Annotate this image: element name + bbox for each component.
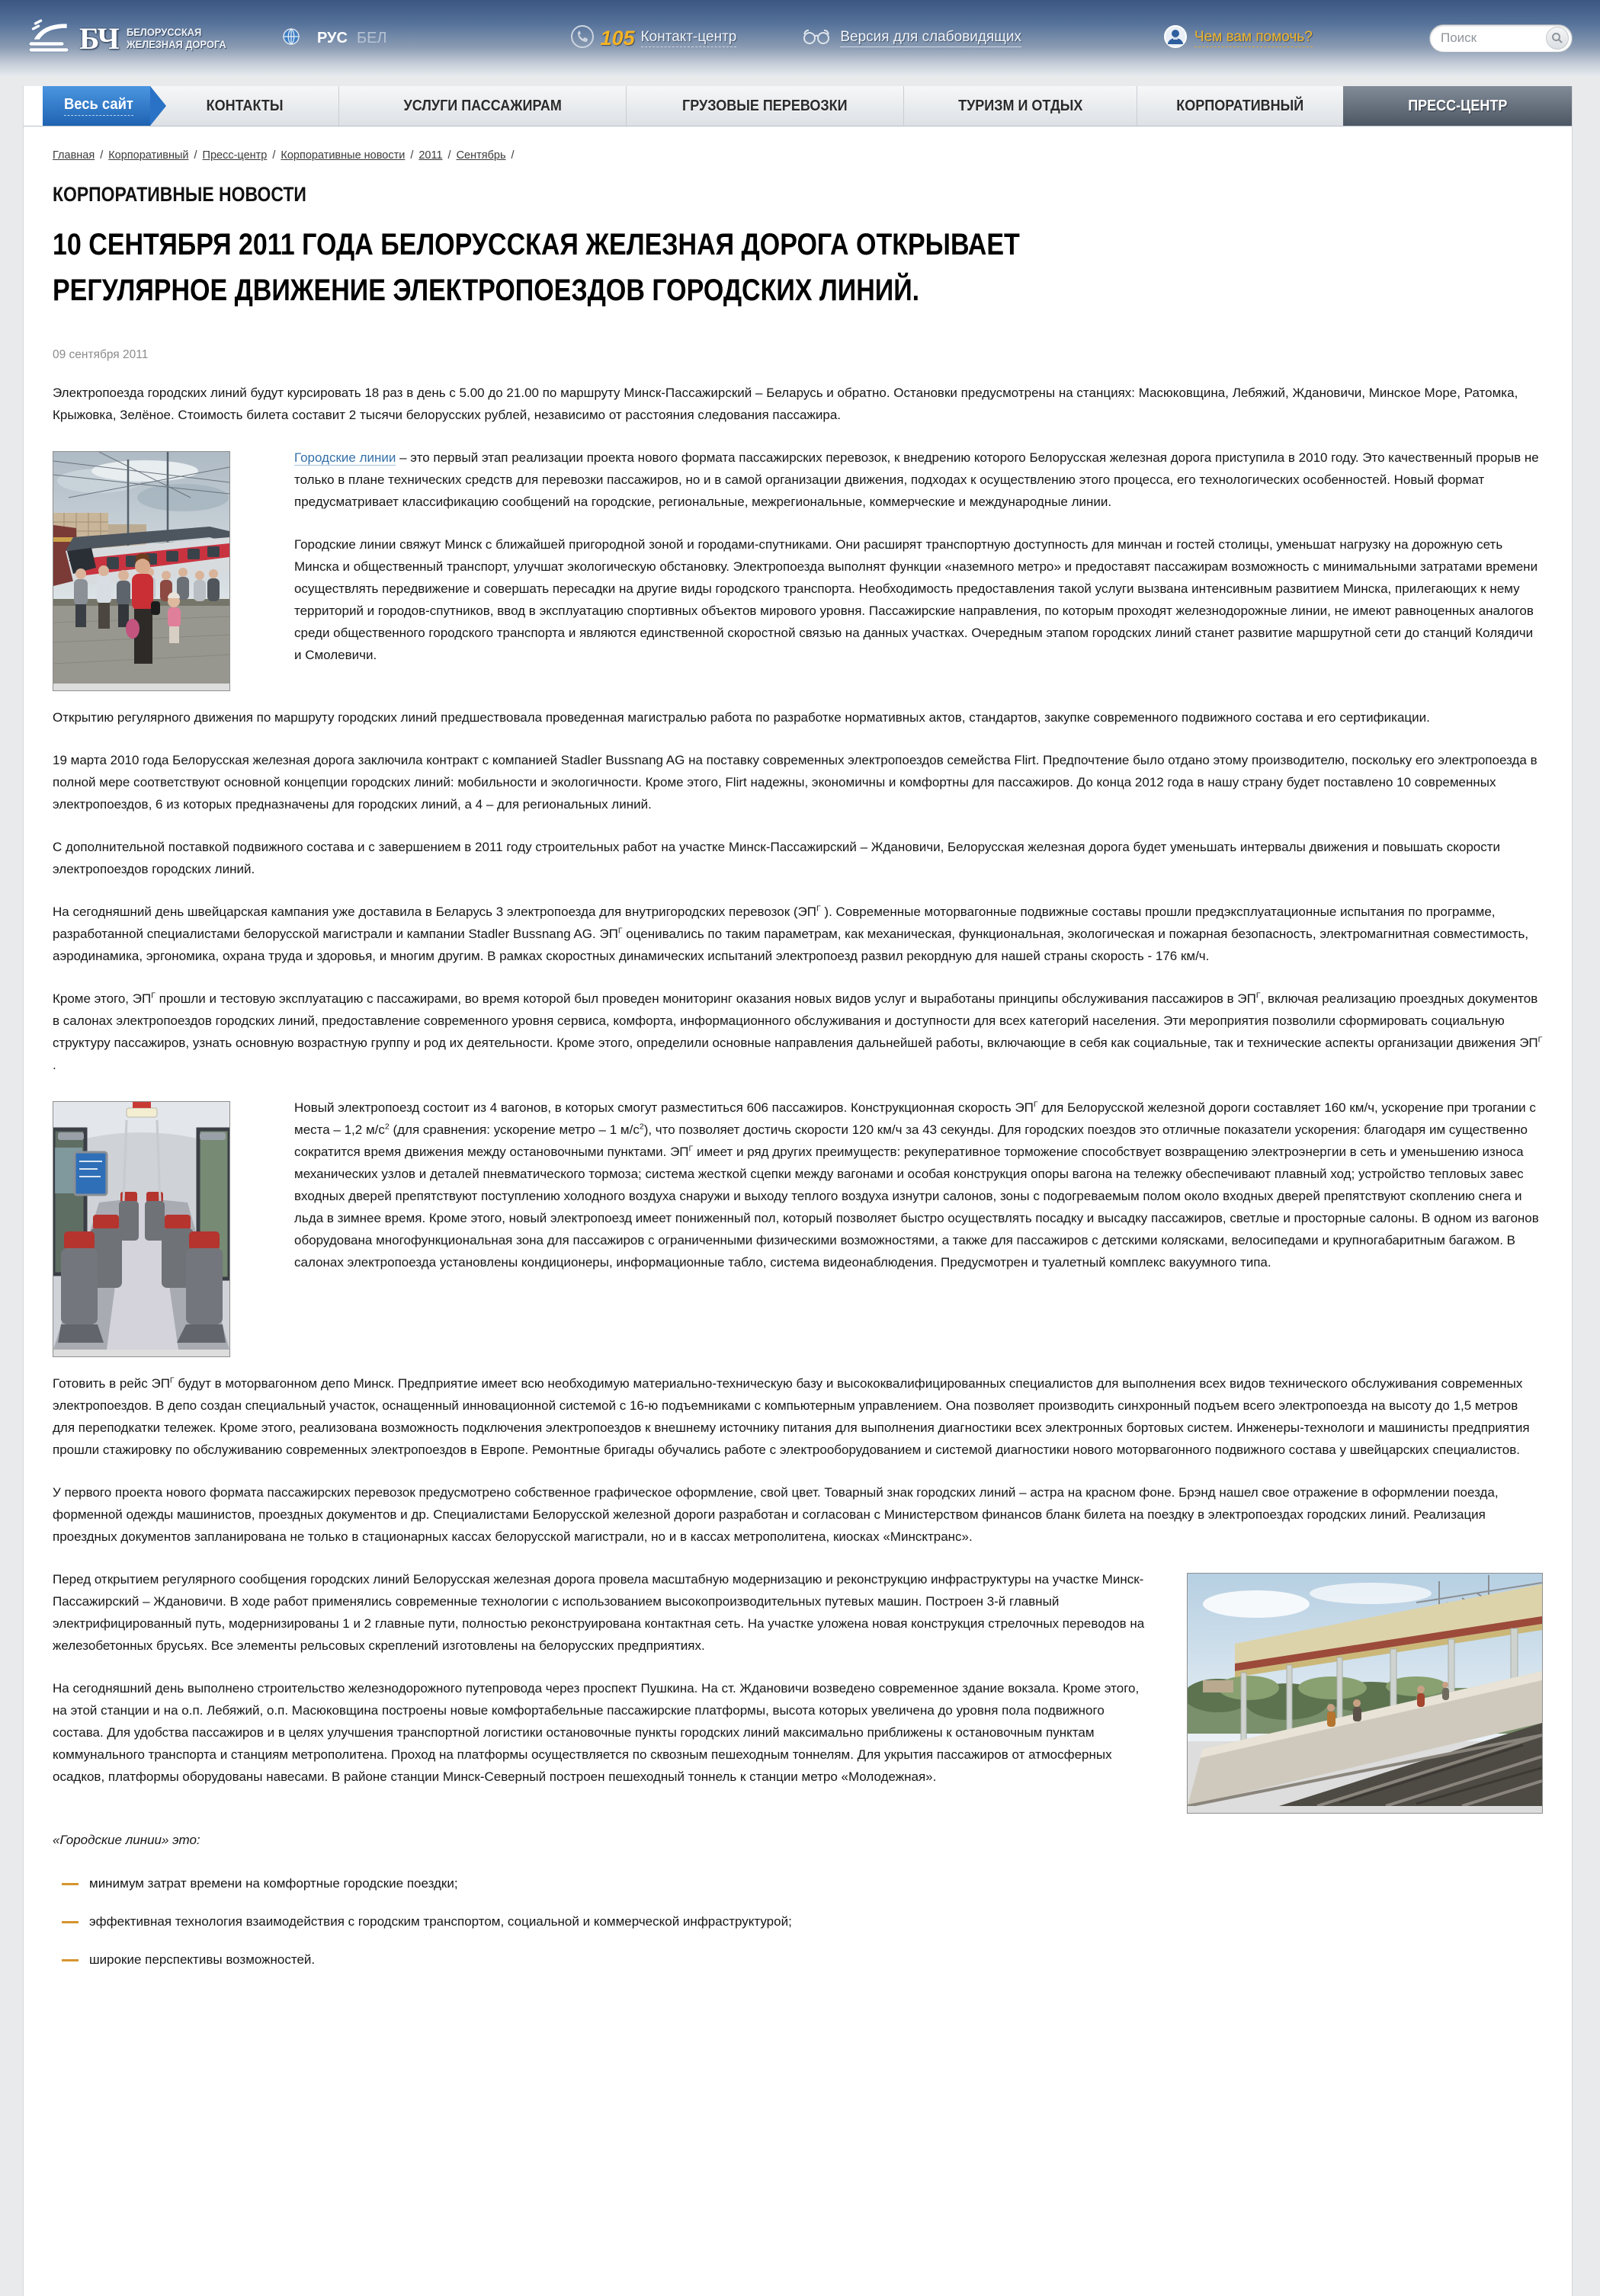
language-switcher [282, 27, 387, 50]
article-paragraph: Открытию регулярного движения по маршруту городских линий предшествовала проведенная магистралью работа по разработке нормативных актов, стандартов, закупке современного подвижного состава и его сертификации. [53, 710, 1430, 725]
article-paragraph: С дополнительной поставкой подвижного состава и с завершением в 2011 году строительных работ на участке Минск-Пассажирский – Ждановичи, Белорусская железная дорога будет уменьшать интервалы движения и повышать скорости электропоездов городских линий. [53, 840, 1501, 876]
breadcrumb: Главная / Корпоративный / Пресс-центр / Корпоративные новости / 2011 / Сентябрь / [53, 149, 515, 162]
railway-emblem-icon [27, 19, 72, 58]
top-header [0, 0, 1600, 76]
logo-text: БЕЛОРУССКАЯ ЖЕЛЕЗНАЯ ДОРОГА [126, 26, 226, 50]
article-body [53, 382, 1543, 1970]
phone-icon [570, 24, 595, 53]
breadcrumb-corporate[interactable]: Корпоративный [108, 149, 189, 162]
accessibility-link[interactable]: Версия для слабовидящих [840, 29, 1021, 47]
article-photo-interior [53, 1101, 230, 1357]
tab-passenger-services[interactable]: УСЛУГИ ПАССАЖИРАМ [338, 86, 625, 126]
article-date: 09 сентября 2011 [53, 348, 149, 361]
article-paragraph: На сегодняшний день швейцарская кампания уже доставила в Беларусь 3 электропоезда для внутригородских перевозок ($ЭП^Г$ ). Современные моторвагонные подвижные составы прошли предэксплуатационные испытания по программе, разработанной специалистами белорусской магистрали и кампании Stadler Bussnang AG. $ЭП^Г$ оценивались по таким параметрам, как механическая, функциональная, экологическая и пожарная безопасность, электромагнитная совместимость, аэродинамика, эргономика, охрана труда и здоровья, и многим другим. В рамках скоростных динамических испытаний электропоезд развил рекордную для нашей страны скорость - 176 км/ч. [53, 904, 1529, 963]
contact-phone-number: 105 [600, 26, 635, 50]
breadcrumb-home[interactable]: Главная [53, 149, 95, 162]
tab-tourism[interactable]: ТУРИЗМ И ОТДЫХ [903, 86, 1137, 126]
breadcrumb-2011[interactable]: 2011 [418, 149, 443, 162]
tab-press-center-active[interactable]: ПРЕСС-ЦЕНТР [1343, 86, 1572, 126]
features-list [53, 1874, 1543, 1970]
list-item: широкие перспективы возможностей. [53, 1950, 1543, 1970]
globe-icon [282, 27, 300, 50]
operator-avatar-icon [1163, 24, 1188, 53]
help-link[interactable]: Чем вам помочь? [1194, 29, 1313, 47]
search-box [1429, 24, 1573, 53]
tab-contacts[interactable]: КОНТАКТЫ [150, 86, 338, 126]
article-paragraph: Кроме этого, $ЭП^Г$ прошли и тестовую эксплуатацию с пассажирами, во время которой был проведен мониторинг оказания новых видов услуг и выработаны принципы обслуживания пассажиров в $ЭП^Г$, включая реализацию проездных документов в салонах электропоездов городских линий, предоставление современного уровня сервиса, комфорта, информационного обслуживания и доступности для всех категорий населения. Эти мероприятия позволили сформировать социальную структуру пассажиров, узнать основную возрастную группу и род их деятельности. Кроме этого, определили основные направления дальнейшей работы, включающие в себя как социальные, так и технические аспекты организации движения $ЭП^Г$ . [53, 991, 1543, 1072]
bullet-dash-icon [62, 1883, 79, 1885]
logo-abbr: БЧ [79, 21, 119, 56]
page-title: 10 СЕНТЯБРЯ 2011 ГОДА БЕЛОРУССКАЯ ЖЕЛЕЗНАЯ ДОРОГА ОТКРЫВАЕТ РЕГУЛЯРНОЕ ДВИЖЕНИЕ ЭЛЕКТРОПОЕЗДОВ ГОРОДСКИХ ЛИНИЙ. [53, 228, 1020, 307]
list-item: эффективная технология взаимодействия с городским транспортом, социальной и коммерческой инфраструктурой; [53, 1912, 1543, 1932]
breadcrumb-september[interactable]: Сентябрь [456, 149, 506, 162]
article-paragraph: Городские линии – это первый этап реализации проекта нового формата пассажирских перевозок, к внедрению которого Белорусская железная дорога приступила в 2010 году. Это качественный прорыв не только в плане технических средств для перевозки пассажиров, но и в самой организации движения, подходах к осуществлению этого процесса, его технологических особенностей. Новый формат предусматривает классификацию сообщений на городские, региональные, межрегиональные, коммерческие и международные линии. [294, 450, 1539, 509]
tab-freight[interactable]: ГРУЗОВЫЕ ПЕРЕВОЗКИ [626, 86, 904, 126]
lang-bel[interactable]: БЕЛ [356, 29, 387, 46]
section-heading: КОРПОРАТИВНЫЕ НОВОСТИ [53, 183, 306, 206]
contact-center-link[interactable]: Контакт-центр [641, 29, 737, 47]
bullet-dash-icon [62, 1921, 79, 1923]
list-item: минимум затрат времени на комфортные городские поездки; [53, 1874, 1543, 1894]
lang-rus[interactable]: РУС [316, 29, 348, 46]
site-logo[interactable] [27, 19, 235, 58]
article-photo-platform [1187, 1573, 1543, 1814]
article-lead: Электропоезда городских линий будут курсировать 18 раз в день с 5.00 до 21.00 по маршруту Минск-Пассажирский – Беларусь и обратно. Остановки предусмотрены на станциях: Масюковщина, Лебяжий, Ждановичи, Минское Море, Ратомка, Крыжовка, Зелёное. Стоимость билета составит 2 тысячи белорусских рублей, независимо от расстояния следования пассажира. [53, 386, 1518, 422]
article-paragraph: Городские линии свяжут Минск с ближайшей пригородной зоной и городами-спутниками. Они расширят транспортную доступность для минчан и гостей столицы, уменьшат нагрузку на дорожную сеть Минска и общественный транспорт, улучшат экологическую обстановку. Электропоезда выполнят функции «наземного метро» и предоставят пассажирам возможность с минимальными затратами времени осуществлять передвижение и совершать пересадки на другие виды городского транспорта. Необходимость предоставления такой услуги вызвана интенсивным развитием Минска, прилегающих к нему территорий и городов-спутников, ввод в эксплуатацию спортивных объектов мирового уровня. Пассажирские направления, по которым проходят железнодорожные линии, не имеют равноценных аналогов среди общественного городского транспорта и являются единственной скоростной связью на данных участках. Очередным этапом городских линий станет развитие маршрутной сети до станций Колядичи и Смолевичи. [294, 537, 1538, 662]
main-navigation [43, 86, 1572, 126]
help-block[interactable] [1163, 24, 1313, 53]
article-paragraph: Новый электропоезд состоит из 4 вагонов, в которых смогут разместиться 606 пассажиров. Конструкционная скорость $ЭП^Г$ для Белорусской железной дороги составляет 160 км/ч, ускорение при трогании с места – 1,2 $м/с^2$ (для сравнения: ускорение метро – 1 $м/с^2$), что позволяет достичь скорости 120 км/ч за 43 секунды. Для городских поездов это отличные показатели ускорения: благодаря им существенно сократится время движения между остановочными пунктами. $ЭП^Г$ имеет и ряд других преимуществ: рекуперативное торможение способствует возвращению электроэнергии в сеть и уменьшению износа механических узлов и деталей пневматического тормоза; система жесткой сцепки между вагонами и особая конструкция опоры вагона на тележку обеспечивают плавный ход; устройство тепловых завес входных дверей препятствуют поступлению холодного воздуха снаружи и выходу теплого воздуха изнутри салонов, зоны с подогреваемым полом около входных дверей препятствуют скоплению снега и льда в зимнее время. Кроме этого, новый электропоезд имеет пониженный пол, который позволяет быстро осуществлять посадку и высадку пассажиров, светлые и просторные салоны. В одном из вагонов оборудована многофункциональная зона для пассажиров с ограниченными физическими возможностями, а также для пассажиров с детскими колясками, велосипедами и крупногабаритным багажом. В салонах электропоезда установлены кондиционеры, информационные табло, система видеонаблюдения. Предусмотрен и туалетный комплекс вакуумного типа. [294, 1100, 1539, 1270]
article-paragraph: Готовить в рейс $ЭП^Г$ будут в моторвагонном депо Минск. Предприятие имеет всю необходимую материально-техническую базу и высококвалифицированных специалистов для выполнения всех видов технического обслуживания современных электропоездов. В депо создан специальный участок, оснащенный инновационной системой с 16-ю подъемниками с компьютерным управлением. Она позволяет производить синхронный подъем всего электропоезда на высоту до 1,5 метров для переподкатки тележек. Кроме этого, реализована возможность подключения электропоездов к внешнему источнику питания для выполнения диагностики всех электронных бортовых систем. Инженеры-технологи и машинисты предприятия прошли стажировку по обслуживанию современных электропоездов в Европе. Ремонтные бригады обучались работе с электрооборудованием и системой диагностики нового моторвагонного подвижного состава у швейцарских специалистов. [53, 1375, 1530, 1457]
article-paragraph: 19 марта 2010 года Белорусская железная дорога заключила контракт с компанией Stadler Bussnang AG на поставку современных электропоездов семейства Flirt. Предпочтение было отдано этому производителю, поскольку его электропоезда в полной мере соответствуют основной концепции городских линий: мобильности и экологичности. Кроме этого, Flirt надежны, экономичны и комфортны для пассажиров. До конца 2012 года в нашу страну будет поставлено 10 современных электропоездов, 6 из которых предназначены для городских линий, а 4 – для региональных линий. [53, 753, 1537, 812]
content-card [23, 86, 1573, 2296]
tab-whole-site[interactable]: Весь сайт [43, 86, 150, 126]
article-photo-train [53, 451, 230, 691]
search-icon [1551, 32, 1563, 44]
glasses-icon [802, 28, 832, 49]
search-input[interactable] [1441, 30, 1546, 46]
features-intro: «Городские линии» это: [53, 1833, 200, 1847]
bullet-dash-icon [62, 1959, 79, 1961]
article-paragraph: Перед открытием регулярного сообщения городских линий Белорусская железная дорога провела масштабную модернизацию и реконструкцию инфраструктуры на участке Минск-Пассажирский – Ждановичи. В ходе работ применялись современные технологии с использованием высокопроизводительных путевых машин. Построен 3-й главный электрифицированный путь, модернизированы 1 и 2 главные пути, полностью реконструирована контактная сеть. На участке уложена новая конструкция стрелочных переводов на железобетонных брусьях. Все элементы рельсовых скреплений изготовлены на белорусских предприятиях. [53, 1572, 1145, 1653]
article-paragraph: На сегодняшний день выполнено строительство железнодорожного путепровода через проспект Пушкина. На ст. Ждановичи возведено современное здание вокзала. Кроме этого, на этой станции и на о.п. Лебяжий, о.п. Масюковщина построены новые комфортабельные пассажирские платформы, высота которых увеличена до уровня пола подвижного состава. Для удобства пассажиров и в целях улучшения транспортной логистики остановочные пункты городских линий максимально приближены к остановочным пунктам коммунального транспорта и станциям метрополитена. Проход на платформы осуществляется по сквозным пешеходным тоннелям. Для укрытия пассажиров от атмосферных осадков, платформы оборудованы навесами. В районе станции Минск-Северный построен пешеходный тоннель к станции метро «Молодежная». [53, 1681, 1140, 1784]
accessibility-version[interactable] [802, 28, 1021, 49]
city-lines-link[interactable]: Городские линии [294, 450, 396, 465]
search-button[interactable] [1546, 27, 1569, 50]
tab-corporate[interactable]: КОРПОРАТИВНЫЙ [1137, 86, 1343, 126]
article-paragraph: У первого проекта нового формата пассажирских перевозок предусмотрено собственное графическое оформление, свой цвет. Товарный знак городских линий – астра на красном фоне. Брэнд нашел свое отражение в оформлении поезда, форменной одежды машинистов, проездных документов и др. Специалистами Белорусской железной дороги разработан и согласован с Министерством финансов бланк билета на поездку в электропоездах городских линий. Реализация проездных документов запланирована не только в стационарных кассах белорусской магистрали, но и в кассах метрополитена, киосках «Минсктранс». [53, 1485, 1499, 1544]
breadcrumb-corporate-news[interactable]: Корпоративные новости [281, 149, 406, 162]
breadcrumb-press-center[interactable]: Пресс-центр [202, 149, 268, 162]
contact-center[interactable] [570, 24, 737, 53]
